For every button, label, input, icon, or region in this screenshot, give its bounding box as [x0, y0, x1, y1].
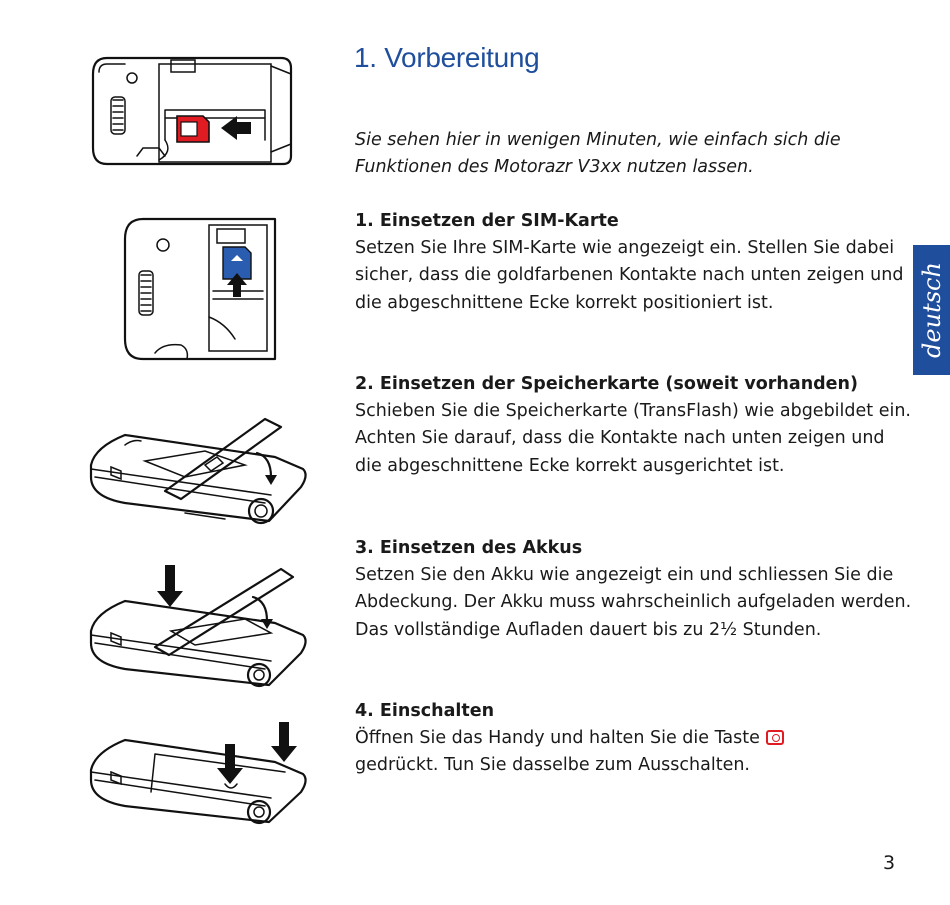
page-number: 3 [883, 852, 896, 874]
section-heading: 3. Einsetzen des Akkus [355, 538, 583, 558]
phone-sim-insert-illustration [85, 52, 300, 170]
language-tab [913, 245, 950, 375]
section-sim-card [355, 208, 915, 317]
section-heading: 4. Einschalten [355, 701, 495, 721]
section-body: Setzen Sie den Akku wie angezeigt ein und schliessen Sie die Abdeckung. Der Akku muss wahrscheinlich aufgeladen werden. Das vollständige Aufladen dauert bis zu 2½ Stunden. [355, 565, 912, 640]
power-key-icon [766, 730, 784, 745]
section-body [355, 725, 915, 780]
language-tab-label: deutsch [917, 262, 946, 358]
section-memory-card [355, 371, 915, 480]
body-before-icon: Öffnen Sie das Handy und halten Sie die Taste [355, 728, 760, 748]
section-body: Setzen Sie Ihre SIM-Karte wie angezeigt ein. Stellen Sie dabei sicher, dass die goldfarbenen Kontakte nach unten zeigen und die abgeschnittene Ecke korrekt positioniert ist. [355, 238, 904, 313]
phone-open-battery-door-illustration [85, 405, 310, 535]
body-after-icon: gedrückt. Tun Sie dasselbe zum Ausschalten. [355, 755, 750, 776]
phone-battery-insert-illustration [85, 555, 310, 690]
page-title: 1. Vorbereitung [354, 42, 540, 73]
section-heading: 1. Einsetzen der SIM-Karte [355, 211, 619, 231]
section-body: Schieben Sie die Speicherkarte (TransFlash) wie abgebildet ein. Achten Sie darauf, dass die Kontakte nach unten zeigen und die abgeschnittene Ecke korrekt ausgerichtet ist. [355, 401, 911, 476]
phone-memory-card-illustration [85, 213, 285, 368]
section-power-on [355, 698, 915, 780]
section-heading: 2. Einsetzen der Speicherkarte (soweit vorhanden) [355, 374, 859, 394]
section-battery [355, 535, 915, 644]
phone-close-cover-illustration [85, 718, 310, 828]
intro-text: Sie sehen hier in wenigen Minuten, wie einfach sich die Funktionen des Motorazr V3xx nutzen lassen. [355, 130, 841, 177]
